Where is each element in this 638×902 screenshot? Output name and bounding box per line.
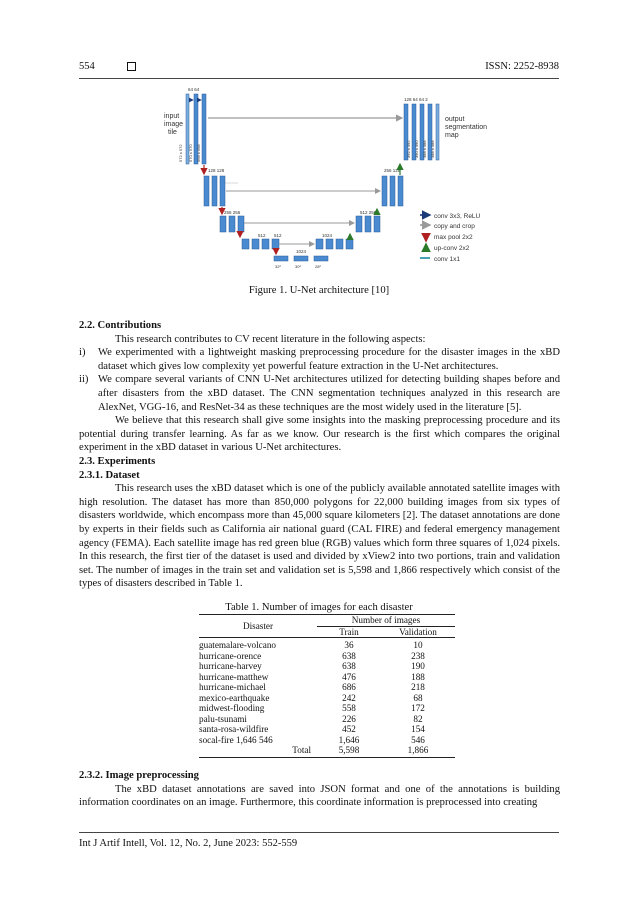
paragraph: This research uses the xBD dataset which is one of the publicly available annotated satellite images with high resolution. The dataset has more than 850,000 polygons for 22,000 building images from six types of disasters worldwide, which encompass more than 45,000 square kilometers [2]. The dataset annotations are done by experts in their fields such as California air national guard (CAL FIRE) and federal emergency management agency (FEMA). Each satellite image has red green blue (RGB) values which form three squares of 1,024 pixels. In this research, the first tier of the dataset is used and divided by xView2 into two portions, train and validation set. The number of images in the train set and validation set is 5,598 and 1,866 respectively which consist of the types of disasters described in Table 1. <box>79 483 560 590</box>
table-cell-validation: 546 <box>411 734 425 745</box>
figure-caption: Figure 1. U-Net architecture [10] <box>248 285 390 296</box>
r1-size-1: 390 x 390 <box>414 140 419 158</box>
l1-size-0: 572 x 572 <box>178 144 183 162</box>
r1-channels: 128 64 64 2 <box>404 97 428 102</box>
header-rule <box>79 78 559 79</box>
l3-channels: 256 256 <box>224 210 241 215</box>
table-cell-train: 1,646 <box>338 734 360 745</box>
l2-channels: 128 128 <box>208 168 225 173</box>
bottom-size-2: 28² <box>315 264 321 269</box>
table-row <box>199 724 455 735</box>
table-1 <box>199 615 455 758</box>
table-cell-validation: 190 <box>411 661 425 671</box>
footer-citation: Int J Artif Intell, Vol. 12, No. 2, June 2023: 552-559 <box>79 838 298 849</box>
list-text: We experimented with a lightweight masking preprocessing procedure for the disaster images in the xBD dataset which gives low complexity yet powerful feature extraction in the U-Net architectures. <box>98 347 560 372</box>
table-cell-disaster: mexico-earthquake <box>199 692 270 703</box>
list-text: We compare several variants of CNN U-Net architectures utilized for detecting building shapes before and after disasters from the xBD dataset. The CNN segmentation techniques analyzed in this research are AlexNet, VGG-16, and ResNet-34 as these techniques are the most widely used in the literature [5]. <box>98 374 560 413</box>
table-cell-train: 36 <box>344 640 354 650</box>
unet-diagram <box>160 88 490 270</box>
table-cell-validation: 218 <box>411 682 425 692</box>
output-label-2: segmentation <box>445 124 488 131</box>
legend-copy: copy and crop <box>434 223 475 230</box>
list-marker: ii) <box>79 374 89 386</box>
legend-upconv: up-conv 2x2 <box>434 245 470 252</box>
section-title: 2.3. Experiments <box>79 456 156 467</box>
subsection-title: 2.3.2. Image preprocessing <box>79 770 199 781</box>
table-total-label: Total <box>292 745 311 755</box>
issn: ISSN: 2252-8938 <box>485 61 559 72</box>
r4-channels: 512 256 <box>360 210 377 215</box>
table-cell-train: 476 <box>342 671 356 682</box>
r3-channels: 256 128 <box>384 168 401 173</box>
table-cell-train: 558 <box>342 703 356 713</box>
table-cell-disaster: hurricane-orence <box>199 650 262 661</box>
table-cell-train: 638 <box>342 650 356 661</box>
table-cell-validation: 82 <box>413 713 423 724</box>
table-cell-validation: 154 <box>411 724 425 734</box>
section-2-3 <box>79 455 560 591</box>
l1-size-1: 570 x 570 <box>188 144 193 162</box>
table-row <box>199 682 455 693</box>
paragraph: We believe that this research shall give some insights into the masking preprocessing procedure and its potential during transfer learning. As far as we know. Our research is the first which compares the original experiment in the xBD dataset in various U-Net architectures. <box>79 415 560 454</box>
r1-size-0: 392 x 392 <box>406 140 411 158</box>
list-marker: i) <box>79 347 86 359</box>
table-header-disaster: Disaster <box>242 620 274 631</box>
bottom-size-1: 30² <box>295 264 301 269</box>
table-row <box>199 672 455 683</box>
l1-size-2: 568 x 568 <box>196 144 201 162</box>
table-row <box>199 703 455 714</box>
table-row <box>199 651 455 662</box>
l1-bar-b <box>202 94 206 164</box>
table-header-train: Train <box>339 626 359 637</box>
table-cell-validation: 68 <box>413 692 423 703</box>
paragraph: The xBD dataset annotations are saved into JSON format and one of the annotations is building information coordinates on an image. Furthermore, this coordinate information is preprocessed into creating <box>79 783 560 809</box>
input-label-3: tile <box>168 129 177 136</box>
table-total-validation: 1,866 <box>407 745 429 755</box>
output-label-1: output <box>445 116 465 123</box>
input-label-2: image <box>164 121 184 128</box>
input-label-1: input <box>164 113 180 120</box>
table-total-train: 5,598 <box>338 745 360 755</box>
r1-size-3: 388 x 388 <box>430 140 435 158</box>
table-cell-train: 242 <box>342 692 356 703</box>
table-cell-train: 638 <box>342 661 356 671</box>
header-square-icon <box>127 62 136 71</box>
subsection-title: 2.3.1. Dataset <box>79 469 140 481</box>
table-row <box>199 693 455 704</box>
table-cell-disaster: socal-fire 1,646 546 <box>199 734 273 745</box>
l4-ch-a: 512 <box>258 233 266 238</box>
table-row <box>199 661 455 672</box>
legend-conv: conv 3x3, ReLU <box>434 213 481 220</box>
legend-conv1: conv 1x1 <box>434 256 461 263</box>
diagram-legend <box>420 213 481 263</box>
table-header-group: Number of images <box>317 615 455 626</box>
table-row <box>199 714 455 725</box>
table-cell-train: 226 <box>342 713 356 724</box>
table-cell-validation: 10 <box>413 640 423 650</box>
output-label-3: map <box>445 132 459 139</box>
legend-maxpool: max pool 2x2 <box>434 234 473 241</box>
footer-rule <box>79 832 559 833</box>
paragraph: This research contributes to CV recent literature in the following aspects: <box>115 333 426 345</box>
r4-up-channels: 1024 <box>322 233 333 238</box>
table-cell-disaster: hurricane-harvey <box>199 661 262 671</box>
page-number: 554 <box>79 61 95 72</box>
section-title: 2.2. Contributions <box>79 320 162 331</box>
table-cell-disaster: santa-rosa-wildfire <box>199 724 269 734</box>
table-cell-train: 452 <box>342 724 356 734</box>
bottom-size-0: 32² <box>275 264 281 269</box>
table-cell-disaster: palu-tsunami <box>199 713 247 724</box>
section-2-3-2 <box>79 769 560 810</box>
section-2-2 <box>79 319 560 455</box>
table-cell-validation: 238 <box>411 650 425 661</box>
table-cell-disaster: midwest-flooding <box>199 703 265 713</box>
table-row <box>199 735 455 746</box>
table-cell-disaster: hurricane-michael <box>199 682 266 692</box>
l4-ch-b: 512 <box>274 233 282 238</box>
bottom-channels: 1024 <box>296 249 307 254</box>
l1-channels: 64 64 <box>188 88 200 92</box>
table-bottom-rule <box>199 757 455 758</box>
list-item <box>79 373 560 414</box>
table-cell-validation: 188 <box>411 671 425 682</box>
r1-size-2: 388 x 388 <box>422 140 427 158</box>
table-row <box>199 640 455 651</box>
table-cell-disaster: guatemalare-volcano <box>199 640 277 650</box>
table-cell-train: 686 <box>342 682 356 692</box>
table-header-validation: Validation <box>399 626 437 637</box>
table-cell-disaster: hurricane-matthew <box>199 671 269 682</box>
table-cell-validation: 172 <box>411 703 425 713</box>
list-item <box>79 346 560 373</box>
table-caption: Table 1. Number of images for each disaster <box>225 602 413 613</box>
